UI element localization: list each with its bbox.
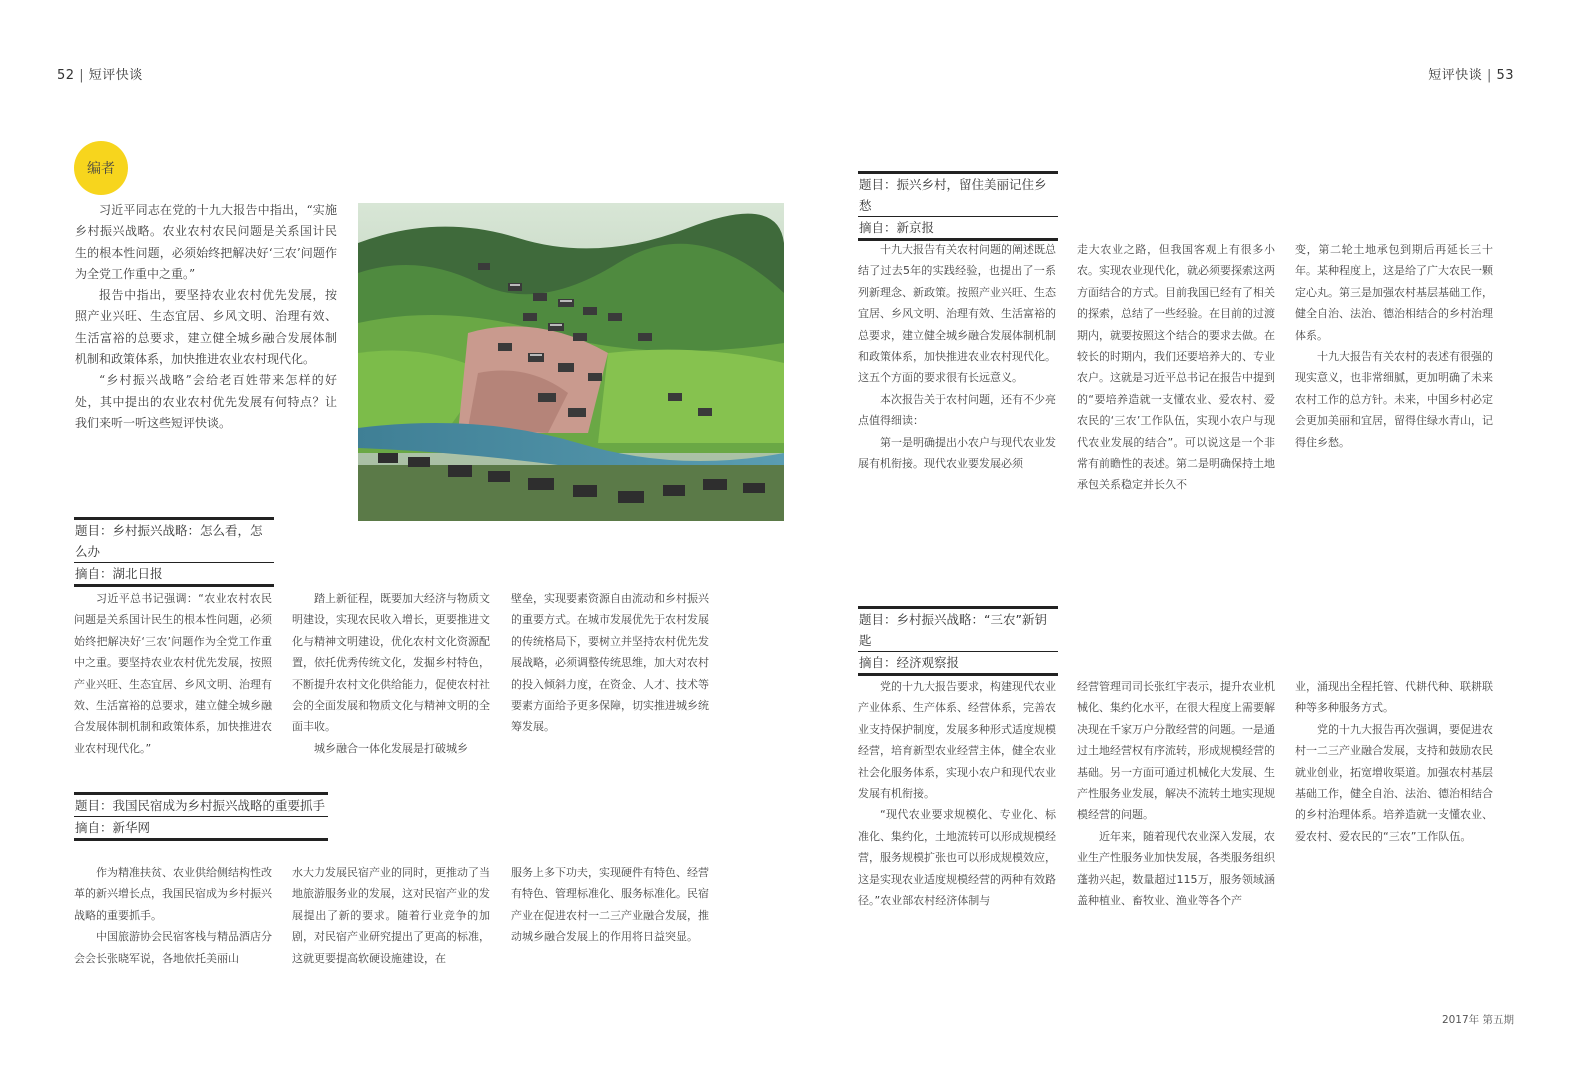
right-section-name: 短评快谈	[1428, 68, 1483, 83]
left-folio	[57, 64, 143, 83]
article-paragraph: 党的十九大报告要求，构建现代农业产业体系、生产体系、经营体系，完善农业支持保护制度，发展多种形式适度规模经营，培育新型农业经营主体，健全农业社会化服务体系，实现小农户和现代农业发展有机衔接。	[858, 680, 1056, 801]
right-folio	[1428, 64, 1514, 83]
folio-separator: |	[79, 68, 89, 83]
article-column	[1077, 239, 1275, 496]
article-paragraph: 业，涌现出全程托管、代耕代种、联耕联种等多种服务方式。	[1295, 680, 1493, 715]
article-column	[74, 862, 272, 969]
article-title: 题目：我国民宿成为乡村振兴战略的重要抓手	[74, 795, 328, 817]
article-paragraph: 近年来，随着现代农业深入发展，农业生产性服务业加快发展，各类服务组织蓬勃兴起，数量超过115万，服务领域涵盖种植业、畜牧业、渔业等各个产	[1077, 829, 1275, 908]
header-rule	[74, 838, 328, 841]
article-paragraph: 走大农业之路，但我国客观上有很多小农。实现农业现代化，就必须要探索这两方面结合的方式。目前我国已经有了相关的探索，总结了一些经验。在目前的过渡期内，就要按照这个结合的要求去做。在较长的时期内，我们还要培养大的、专业农户。这就是习近平总书记在报告中提到的“要培养造就一支懂农业、爱农村、爱农民的‘三农’工作队伍，实现小农户与现代农业发展的结合”。可以说这是一个非常有前瞻性的表述。第二是明确保持土地承包关系稳定并长久不	[1077, 243, 1275, 492]
article-header	[74, 517, 274, 587]
intro-paragraph: 报告中指出，要坚持农业农村优先发展，按照产业兴旺、生态宜居、乡风文明、治理有效、生活富裕的总要求，建立健全城乡融合发展体制机制和政策体系，加快推进农业农村现代化。	[75, 288, 337, 367]
article-title: 题目：振兴乡村，留住美丽记住乡愁	[858, 174, 1058, 217]
intro-paragraph: “乡村振兴战略”会给老百姓带来怎样的好处，其中提出的农业农村优先发展有何特点？让我们来听一听这些短评快谈。	[75, 373, 337, 430]
village-aerial-photo	[358, 203, 784, 521]
left-page-number: 52	[57, 68, 75, 83]
article-paragraph: 变，第二轮土地承包到期后再延长三十年。某种程度上，这是给了广大农民一颗定心丸。第三是加强农村基层基础工作，健全自治、法治、德治相结合的乡村治理体系。	[1295, 243, 1493, 342]
left-section-name: 短评快谈	[88, 68, 143, 83]
article-paragraph: 本次报告关于农村问题，还有不少亮点值得细读：	[858, 392, 1056, 428]
article-source: 摘自：湖北日报	[75, 566, 163, 581]
article-source: 摘自：新京报	[859, 220, 935, 235]
article-paragraph: 作为精准扶贫、农业供给侧结构性改革的新兴增长点，我国民宿成为乡村振兴战略的重要抓手。	[74, 866, 272, 922]
article-source: 摘自：经济观察报	[859, 655, 960, 670]
article-header	[74, 792, 328, 841]
article-header	[858, 606, 1058, 676]
article-header	[858, 171, 1058, 241]
issue-footer: 2017年 第五期	[1441, 1014, 1514, 1026]
right-page-number: 53	[1496, 68, 1514, 83]
article-paragraph: 习近平总书记强调：“农业农村农民问题是关系国计民生的根本性问题，必须始终把解决好‘三农’问题作为全党工作重中之重。要坚持农业农村优先发展，按照产业兴旺、生态宜居、乡风文明、治理有效、生活富裕的总要求，建立健全城乡融合发展体制机制和政策体系，加快推进农业农村现代化。”	[74, 592, 272, 755]
article-column	[511, 862, 709, 948]
article-paragraph: “现代农业要求规模化、专业化、标准化、集约化，土地流转可以形成规模经营，服务规模扩张也可以形成规模效应，这是实现农业适度规模经营的两种有效路径。”农业部农村经济体制与	[858, 808, 1056, 908]
editor-intro	[75, 200, 337, 434]
article-column	[1295, 239, 1493, 453]
article-paragraph: 踏上新征程，既要加大经济与物质文明建设，实现农民收入增长，更要推进文化与精神文明建设，优化农村文化资源配置，依托优秀传统文化，发掘乡村特色，不断提升农村文化供给能力，促使农村社会的全面发展和物质文化与精神文明的全面丰收。	[292, 592, 490, 734]
article-paragraph: 壁垒，实现要素资源自由流动和乡村振兴的重要方式。在城市发展优先于农村发展的传统格局下，要树立并坚持农村优先发展战略，必须调整传统思维，加大对农村的投入倾斜力度，在资金、人才、技术等要素方面给予更多保障，切实推进城乡统筹发展。	[511, 592, 709, 734]
article-paragraph: 党的十九大报告再次强调，要促进农村一二三产业融合发展，支持和鼓励农民就业创业，拓宽增收渠道。加强农村基层基础工作，健全自治、法治、德治相结合的乡村治理体系。培养造就一支懂农业、爱农村、爱农民的“三农”工作队伍。	[1295, 722, 1493, 843]
article-column	[1077, 676, 1275, 911]
village-aerial-illustration	[358, 203, 784, 521]
article-column	[511, 588, 709, 738]
article-paragraph: 十九大报告有关农村问题的阐述既总结了过去5年的实践经验，也提出了一系列新理念、新政策。按照产业兴旺、生态宜居、乡风文明、治理有效、生活富裕的总要求，建立健全城乡融合发展体制机制和政策体系，加快推进农业农村现代化。这五个方面的要求很有长远意义。	[858, 243, 1056, 385]
article-title: 题目：乡村振兴战略：怎么看，怎么办	[74, 520, 274, 563]
article-paragraph: 服务上多下功夫，实现硬件有特色、经营有特色、管理标准化、服务标准化。民宿产业在促进农村一二三产业融合发展，推动城乡融合发展上的作用将日益突显。	[511, 866, 709, 944]
article-paragraph: 第一是明确提出小农户与现代农业发展有机衔接。现代农业要发展必须	[858, 435, 1056, 471]
article-source: 摘自：新华网	[75, 820, 151, 835]
article-column	[74, 588, 272, 759]
header-rule	[74, 584, 274, 587]
article-paragraph: 水大力发展民宿产业的同时，更推动了当地旅游服务业的发展，这对民宿产业的发展提出了新的要求。随着行业竞争的加剧，对民宿产业研究提出了更高的标准，这就更要提高软硬设施建设，在	[292, 866, 490, 965]
article-title: 题目：乡村振兴战略：“三农”新钥匙	[858, 609, 1058, 652]
article-paragraph: 中国旅游协会民宿客栈与精品酒店分会会长张晓军说，各地依托美丽山	[74, 930, 272, 965]
article-paragraph: 十九大报告有关农村的表述有很强的现实意义，也非常细腻，更加明确了未来农村工作的总方针。未来，中国乡村必定会更加美丽和宜居，留得住绿水青山，记得住乡愁。	[1295, 350, 1493, 449]
editor-badge	[74, 141, 128, 195]
editor-badge-label: 编者	[87, 161, 115, 177]
article-paragraph: 城乡融合一体化发展是打破城乡	[314, 741, 468, 755]
article-paragraph: 经营管理司司长张红宇表示，提升农业机械化、集约化水平，在很大程度上需要解决现在千家万户分散经营的问题。一是通过土地经营权有序流转，形成规模经营的基础。另一方面可通过机械化大发展、生产性服务业发展，解决不流转土地实现规模经营的问题。	[1077, 680, 1275, 822]
intro-paragraph: 习近平同志在党的十九大报告中指出，“实施乡村振兴战略。农业农村农民问题是关系国计民生的根本性问题，必须始终把解决好‘三农’问题作为全党工作重中之重。”	[75, 203, 337, 281]
folio-separator: |	[1486, 68, 1497, 83]
article-column	[858, 239, 1056, 474]
article-column	[292, 588, 490, 759]
article-column	[858, 676, 1056, 911]
article-column	[1295, 676, 1493, 847]
article-column	[292, 862, 490, 969]
